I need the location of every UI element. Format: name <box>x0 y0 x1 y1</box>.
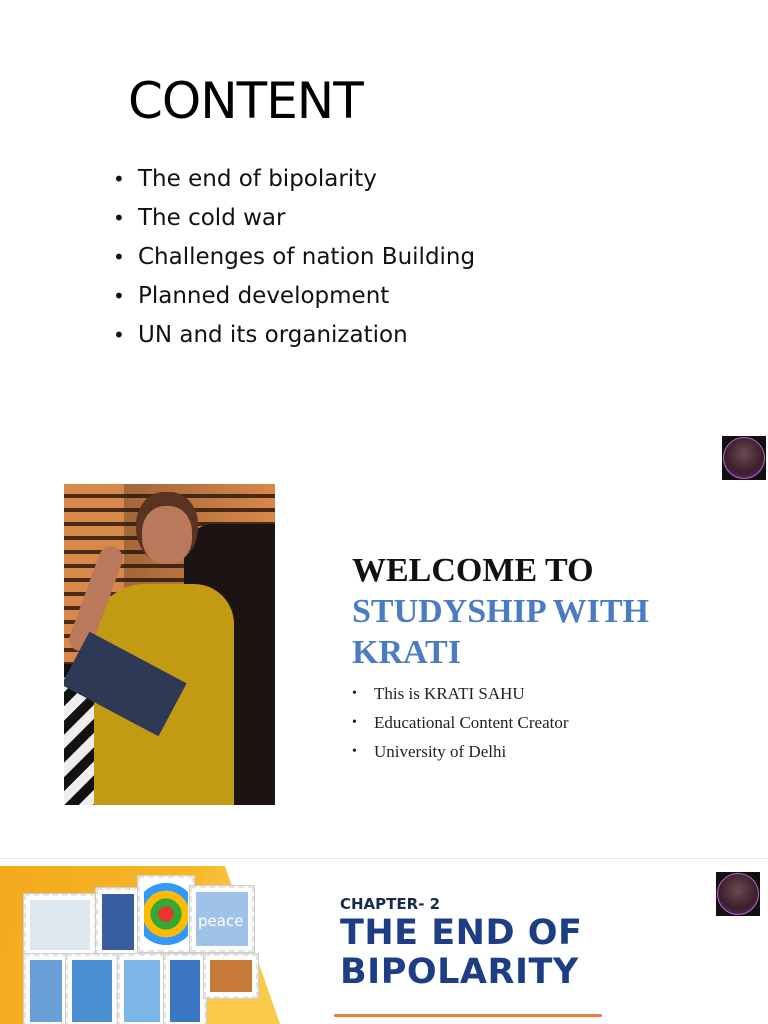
list-item-text: UN and its organization <box>138 322 408 348</box>
chapter-title <box>340 914 582 992</box>
bullet-icon: • <box>352 744 357 759</box>
content-list <box>113 160 475 355</box>
slide-chapter <box>0 866 768 1024</box>
bullet-icon: • <box>352 715 357 730</box>
bullet-icon: • <box>113 206 125 230</box>
list-item-text: This is KRATI SAHU <box>374 684 525 703</box>
bullet-icon: • <box>113 245 125 269</box>
bullet-icon: • <box>113 323 125 347</box>
intro-list <box>352 679 569 766</box>
list-item-text: The cold war <box>138 205 286 231</box>
avatar-icon <box>722 436 766 480</box>
bullet-icon: • <box>113 167 125 191</box>
avatar-icon <box>716 872 760 916</box>
bullet-icon: • <box>113 284 125 308</box>
list-item <box>113 199 475 238</box>
stamps-collage <box>0 866 300 1024</box>
title-underline <box>334 1014 602 1017</box>
content-title: CONTENT <box>128 72 363 130</box>
list-item <box>352 679 569 708</box>
stamp-text: peace <box>198 912 244 930</box>
channel-name-2: KRATI <box>352 634 461 671</box>
chapter-title-line: BIPOLARITY <box>340 952 579 992</box>
list-item <box>113 238 475 277</box>
chapter-title-line: THE END OF <box>340 913 583 953</box>
list-item-text: The end of bipolarity <box>138 166 377 192</box>
slide-content <box>0 0 768 425</box>
list-item <box>352 737 569 766</box>
list-item-text: University of Delhi <box>374 742 507 761</box>
welcome-heading <box>352 550 649 673</box>
list-item <box>113 160 475 199</box>
list-item-text: Planned development <box>138 283 390 309</box>
welcome-line: WELCOME TO <box>352 552 594 589</box>
list-item-text: Educational Content Creator <box>374 713 569 732</box>
bullet-icon: • <box>352 686 357 701</box>
list-item <box>352 708 569 737</box>
slide-welcome <box>0 428 768 858</box>
channel-name: STUDYSHIP WITH <box>352 593 649 630</box>
chapter-label: CHAPTER- 2 <box>340 895 441 913</box>
list-item <box>113 277 475 316</box>
list-item <box>113 316 475 355</box>
slide-divider <box>0 858 768 859</box>
presenter-photo <box>64 484 275 805</box>
list-item-text: Challenges of nation Building <box>138 244 476 270</box>
